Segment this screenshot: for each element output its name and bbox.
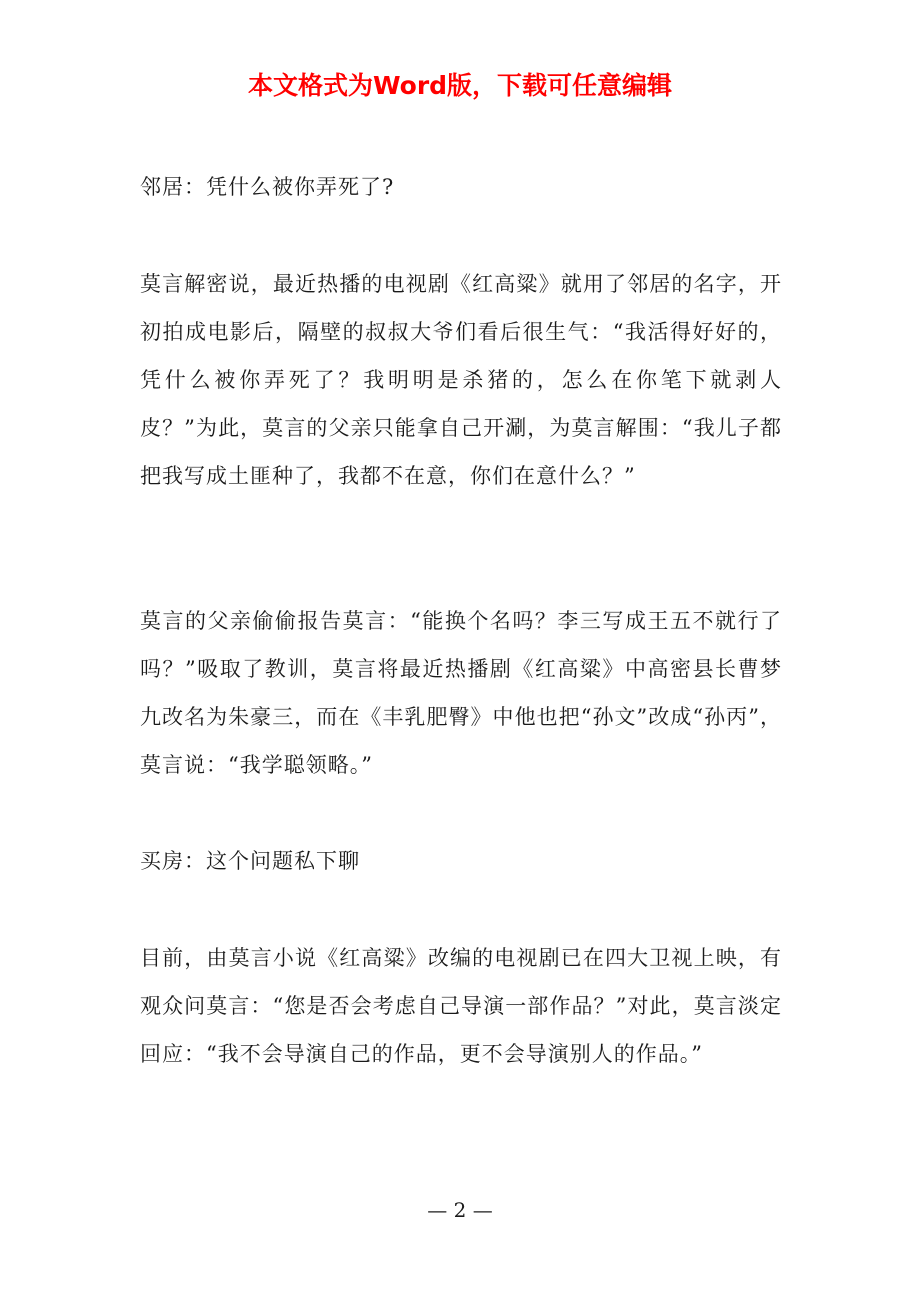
page-number: — 2 — xyxy=(427,1198,493,1222)
paragraph-neighbor-story: 莫言解密说，最近热播的电视剧《红高粱》就用了邻居的名字，开初拍成电影后，隔壁的叔叔大爷们看后很生气：“我活得好好的，凭什么被你弄死了？我明明是杀猪的，怎么在你笔下就剥人皮？”为此，莫言的父亲只能拿自己开涮，为莫言解围：“我儿子都把我写成土匪种了，我都不在意，你们在意什么？” xyxy=(140,272,782,488)
format-notice-banner: 本文格式为Word版，下载可任意编辑 xyxy=(247,71,673,100)
paragraph-heading-house: 买房：这个问题私下聊 xyxy=(140,849,360,873)
paragraph-father-advice: 莫言的父亲偷偷报告莫言：“能换个名吗？李三写成王五不就行了吗？”吸取了教训，莫言将最近热播剧《红高粱》中高密县长曹梦九改名为朱豪三，而在《丰乳肥臀》中他也把“孙文”改成“孙丙”，莫言说：“我学聪领略。” xyxy=(140,609,782,777)
paragraph-heading-neighbor: 邻居：凭什么被你弄死了? xyxy=(140,175,395,199)
paragraph-directing-question: 目前，由莫言小说《红高粱》改编的电视剧已在四大卫视上映，有观众问莫言：“您是否会考虑自己导演一部作品？”对此，莫言淡定回应：“我不会导演自己的作品，更不会导演别人的作品。” xyxy=(140,946,782,1066)
